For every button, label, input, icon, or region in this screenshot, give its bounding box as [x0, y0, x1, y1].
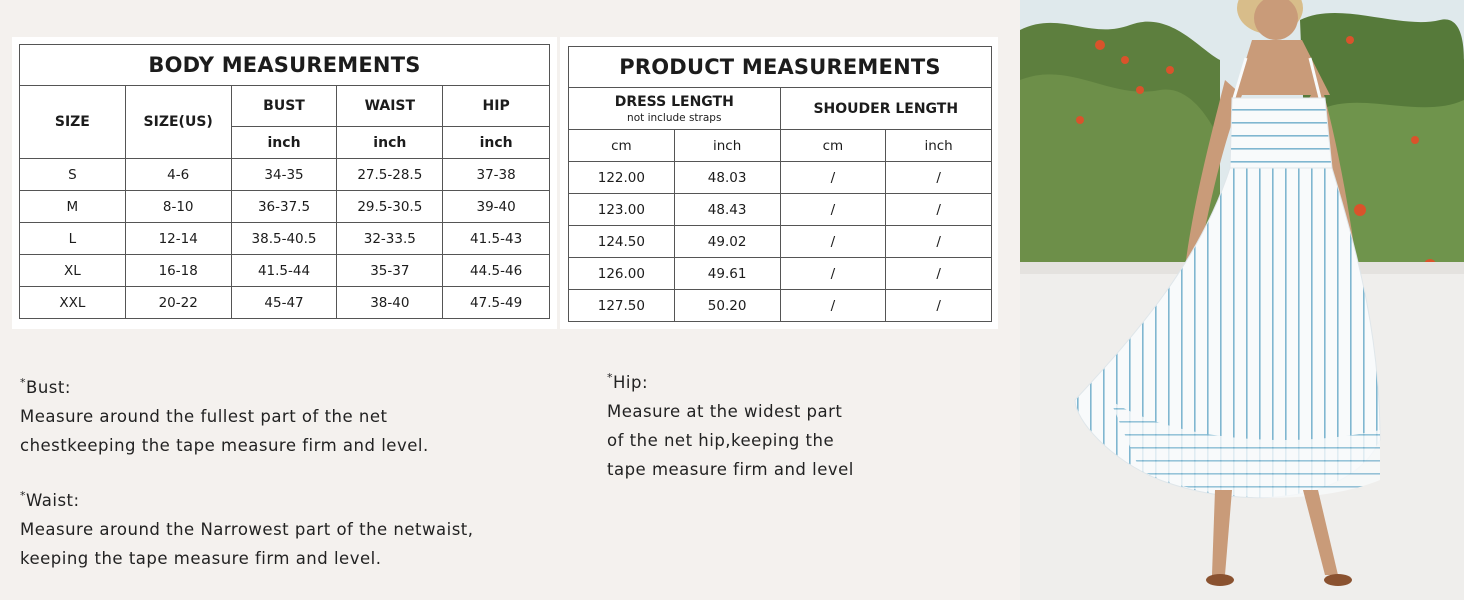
- waist-cell: 29.5-30.5: [337, 191, 443, 223]
- dress-inch-cell: 48.43: [674, 194, 780, 226]
- waist-cell: 27.5-28.5: [337, 159, 443, 191]
- hip-cell: 47.5-49: [443, 287, 550, 319]
- waist-note-star: *: [20, 489, 26, 502]
- bust-note-line: chestkeeping the tape measure firm and level.: [20, 436, 429, 455]
- dress-cm-cell: 127.50: [569, 290, 675, 322]
- hip-note: [607, 363, 854, 484]
- model-photo-illustration: [1020, 0, 1464, 600]
- shoulder-cm-cell: /: [780, 194, 886, 226]
- sandal-right: [1324, 574, 1352, 586]
- dress-cm-cell: 126.00: [569, 258, 675, 290]
- shoulder-inch-cell: /: [886, 162, 992, 194]
- shoulder-cm-unit: cm: [780, 130, 886, 162]
- bust-header: BUST: [231, 86, 337, 127]
- waist-cell: 32-33.5: [337, 223, 443, 255]
- table-row: [569, 194, 992, 226]
- bust-note-line: Measure around the fullest part of the net: [20, 407, 388, 426]
- table-row: [569, 162, 992, 194]
- hip-note-line: tape measure firm and level: [607, 460, 854, 479]
- shoulder-cm-cell: /: [780, 226, 886, 258]
- dress-cm-cell: 124.50: [569, 226, 675, 258]
- table-row: [20, 191, 550, 223]
- model-photo: [1020, 0, 1464, 600]
- hip-note-star: *: [607, 371, 613, 384]
- hip-header: HIP: [443, 86, 550, 127]
- dress-inch-cell: 48.03: [674, 162, 780, 194]
- dress-length-label: DRESS LENGTH: [614, 93, 734, 110]
- hip-note-line: Measure at the widest part: [607, 402, 843, 421]
- dress-cm-cell: 123.00: [569, 194, 675, 226]
- bust-cell: 45-47: [231, 287, 337, 319]
- dress-inch-cell: 50.20: [674, 290, 780, 322]
- bust-cell: 41.5-44: [231, 255, 337, 287]
- dress-bodice: [1230, 98, 1332, 168]
- bust-note-heading: Bust:: [26, 378, 71, 397]
- size-cell: M: [20, 191, 126, 223]
- table-row: [20, 255, 550, 287]
- bust-unit: inch: [231, 127, 337, 159]
- shoulder-inch-cell: /: [886, 226, 992, 258]
- dress-cm-cell: 122.00: [569, 162, 675, 194]
- hip-note-heading: Hip:: [613, 373, 649, 392]
- shoulder-cm-cell: /: [780, 290, 886, 322]
- dress-length-note: not include straps: [627, 111, 722, 124]
- body-measurements-table: [19, 44, 550, 319]
- shoulder-length-header: SHOUDER LENGTH: [780, 88, 992, 130]
- shoulder-inch-unit: inch: [886, 130, 992, 162]
- table-row: [20, 287, 550, 319]
- waist-cell: 38-40: [337, 287, 443, 319]
- hip-cell: 41.5-43: [443, 223, 550, 255]
- dress-inch-unit: inch: [674, 130, 780, 162]
- size-us-cell: 12-14: [125, 223, 231, 255]
- shoulder-cm-cell: /: [780, 162, 886, 194]
- dress-cm-unit: cm: [569, 130, 675, 162]
- bust-note-star: *: [20, 376, 26, 389]
- shoulder-cm-cell: /: [780, 258, 886, 290]
- table-row: [569, 226, 992, 258]
- dress-inch-cell: 49.02: [674, 226, 780, 258]
- shoulder-inch-cell: /: [886, 194, 992, 226]
- size-cell: S: [20, 159, 126, 191]
- waist-note-line: keeping the tape measure firm and level.: [20, 549, 382, 568]
- size-cell: XXL: [20, 287, 126, 319]
- waist-note-heading: Waist:: [26, 491, 80, 510]
- size-cell: L: [20, 223, 126, 255]
- table-row: [20, 159, 550, 191]
- size-us-cell: 20-22: [125, 287, 231, 319]
- product-measurements-title: PRODUCT MEASUREMENTS: [569, 47, 992, 88]
- body-measurements-title: BODY MEASUREMENTS: [20, 45, 550, 86]
- waist-note-line: Measure around the Narrowest part of the netwaist,: [20, 520, 474, 539]
- bust-note: [20, 368, 429, 460]
- table-row: [20, 223, 550, 255]
- bust-cell: 38.5-40.5: [231, 223, 337, 255]
- sandal-left: [1206, 574, 1234, 586]
- product-measurements-panel: [560, 37, 998, 329]
- bust-cell: 34-35: [231, 159, 337, 191]
- table-row: [569, 290, 992, 322]
- waist-unit: inch: [337, 127, 443, 159]
- waist-note: [20, 481, 474, 573]
- bust-cell: 36-37.5: [231, 191, 337, 223]
- size-cell: XL: [20, 255, 126, 287]
- size-us-header: SIZE(US): [125, 86, 231, 159]
- hip-unit: inch: [443, 127, 550, 159]
- table-row: [569, 258, 992, 290]
- body-measurements-panel: [12, 37, 557, 329]
- size-header: SIZE: [20, 86, 126, 159]
- hip-cell: 37-38: [443, 159, 550, 191]
- shoulder-inch-cell: /: [886, 258, 992, 290]
- size-us-cell: 16-18: [125, 255, 231, 287]
- hip-note-line: of the net hip,keeping the: [607, 431, 835, 450]
- shoulder-inch-cell: /: [886, 290, 992, 322]
- hip-cell: 39-40: [443, 191, 550, 223]
- waist-header: WAIST: [337, 86, 443, 127]
- product-measurements-table: [568, 46, 992, 322]
- size-us-cell: 8-10: [125, 191, 231, 223]
- waist-cell: 35-37: [337, 255, 443, 287]
- dress-inch-cell: 49.61: [674, 258, 780, 290]
- size-us-cell: 4-6: [125, 159, 231, 191]
- hip-cell: 44.5-46: [443, 255, 550, 287]
- dress-length-header: [569, 88, 781, 130]
